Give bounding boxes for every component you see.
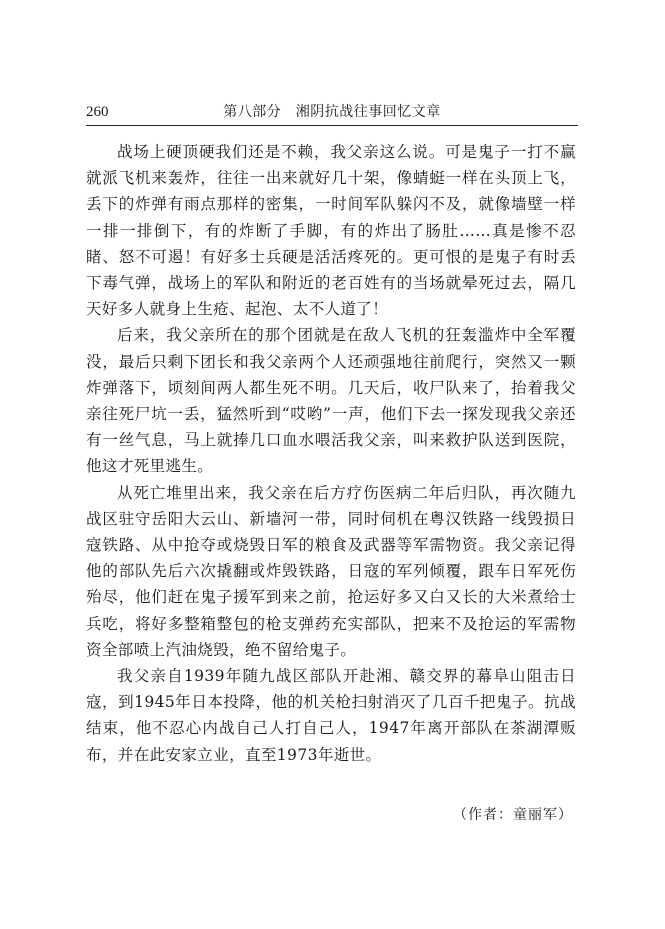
author-attribution: （作者：童丽军） bbox=[453, 807, 573, 823]
running-header bbox=[86, 99, 578, 126]
section-title: 第八部分 湘阴抗战往事回忆文章 bbox=[223, 104, 441, 120]
page-number: 260 bbox=[86, 104, 109, 120]
paragraph: 从死亡堆里出来，我父亲在后方疗伤医病二年后归队，再次随九战区驻守岳阳大云山、新墙河一带，同时伺机在粤汉铁路一线毁损日寇铁路、从中抢夺或烧毁日军的粮食及武器等军需物资。我父亲记得他的部队先后六次撬翻或炸毁铁路，日寇的军列倾覆，跟车日军死伤殆尽，他们赶在鬼子援军到来之前，抢运好多又白又长的大米煮给士兵吃，将好多整箱整包的枪支弹药充实部队，把来不及抢运的军需物资全部喷上汽油烧毁，绝不留给鬼子。 bbox=[86, 483, 576, 659]
paragraph: 我父亲自1939年随九战区部队开赴湘、赣交界的幕阜山阻击日寇，到1945年日本投降，他的机关枪扫射消灭了几百千把鬼子。抗战结束，他不忍心内战自己人打自己人，1947年离开部队在茶湖潭贩布，并在此安家立业，直至1973年逝世。 bbox=[86, 667, 576, 764]
body-text bbox=[86, 139, 576, 768]
paragraph: 后来，我父亲所在的那个团就是在敌人飞机的狂轰滥炸中全军覆没，最后只剩下团长和我父亲两个人还顽强地往前爬行，突然又一颗炸弹落下，顷刻间两人都生死不明。几天后，收尸队来了，抬着我父亲往死尸坑一丢，猛然听到“哎哟”一声，他们下去一探发现我父亲还有一丝气息，马上就捧几口血水喂活我父亲，叫来救护队送到医院，他这才死里逃生。 bbox=[86, 326, 576, 476]
paragraph: 战场上硬顶硬我们还是不赖，我父亲这么说。可是鬼子一打不赢就派飞机来轰炸，往往一出来就好几十架，像蜻蜓一样在头顶上飞，丢下的炸弹有雨点那样的密集，一时间军队躲闪不及，就像墙壁一样一排一排倒下，有的炸断了手脚，有的炸出了肠肚……真是惨不忍睹、怒不可遏！有好多士兵硬是活活疼死的。更可恨的是鬼子有时丢下毒气弹，战场上的军队和附近的老百姓有的当场就晕死过去，隔几天好多人就身上生疮、起泡、太不人道了！ bbox=[86, 143, 576, 319]
